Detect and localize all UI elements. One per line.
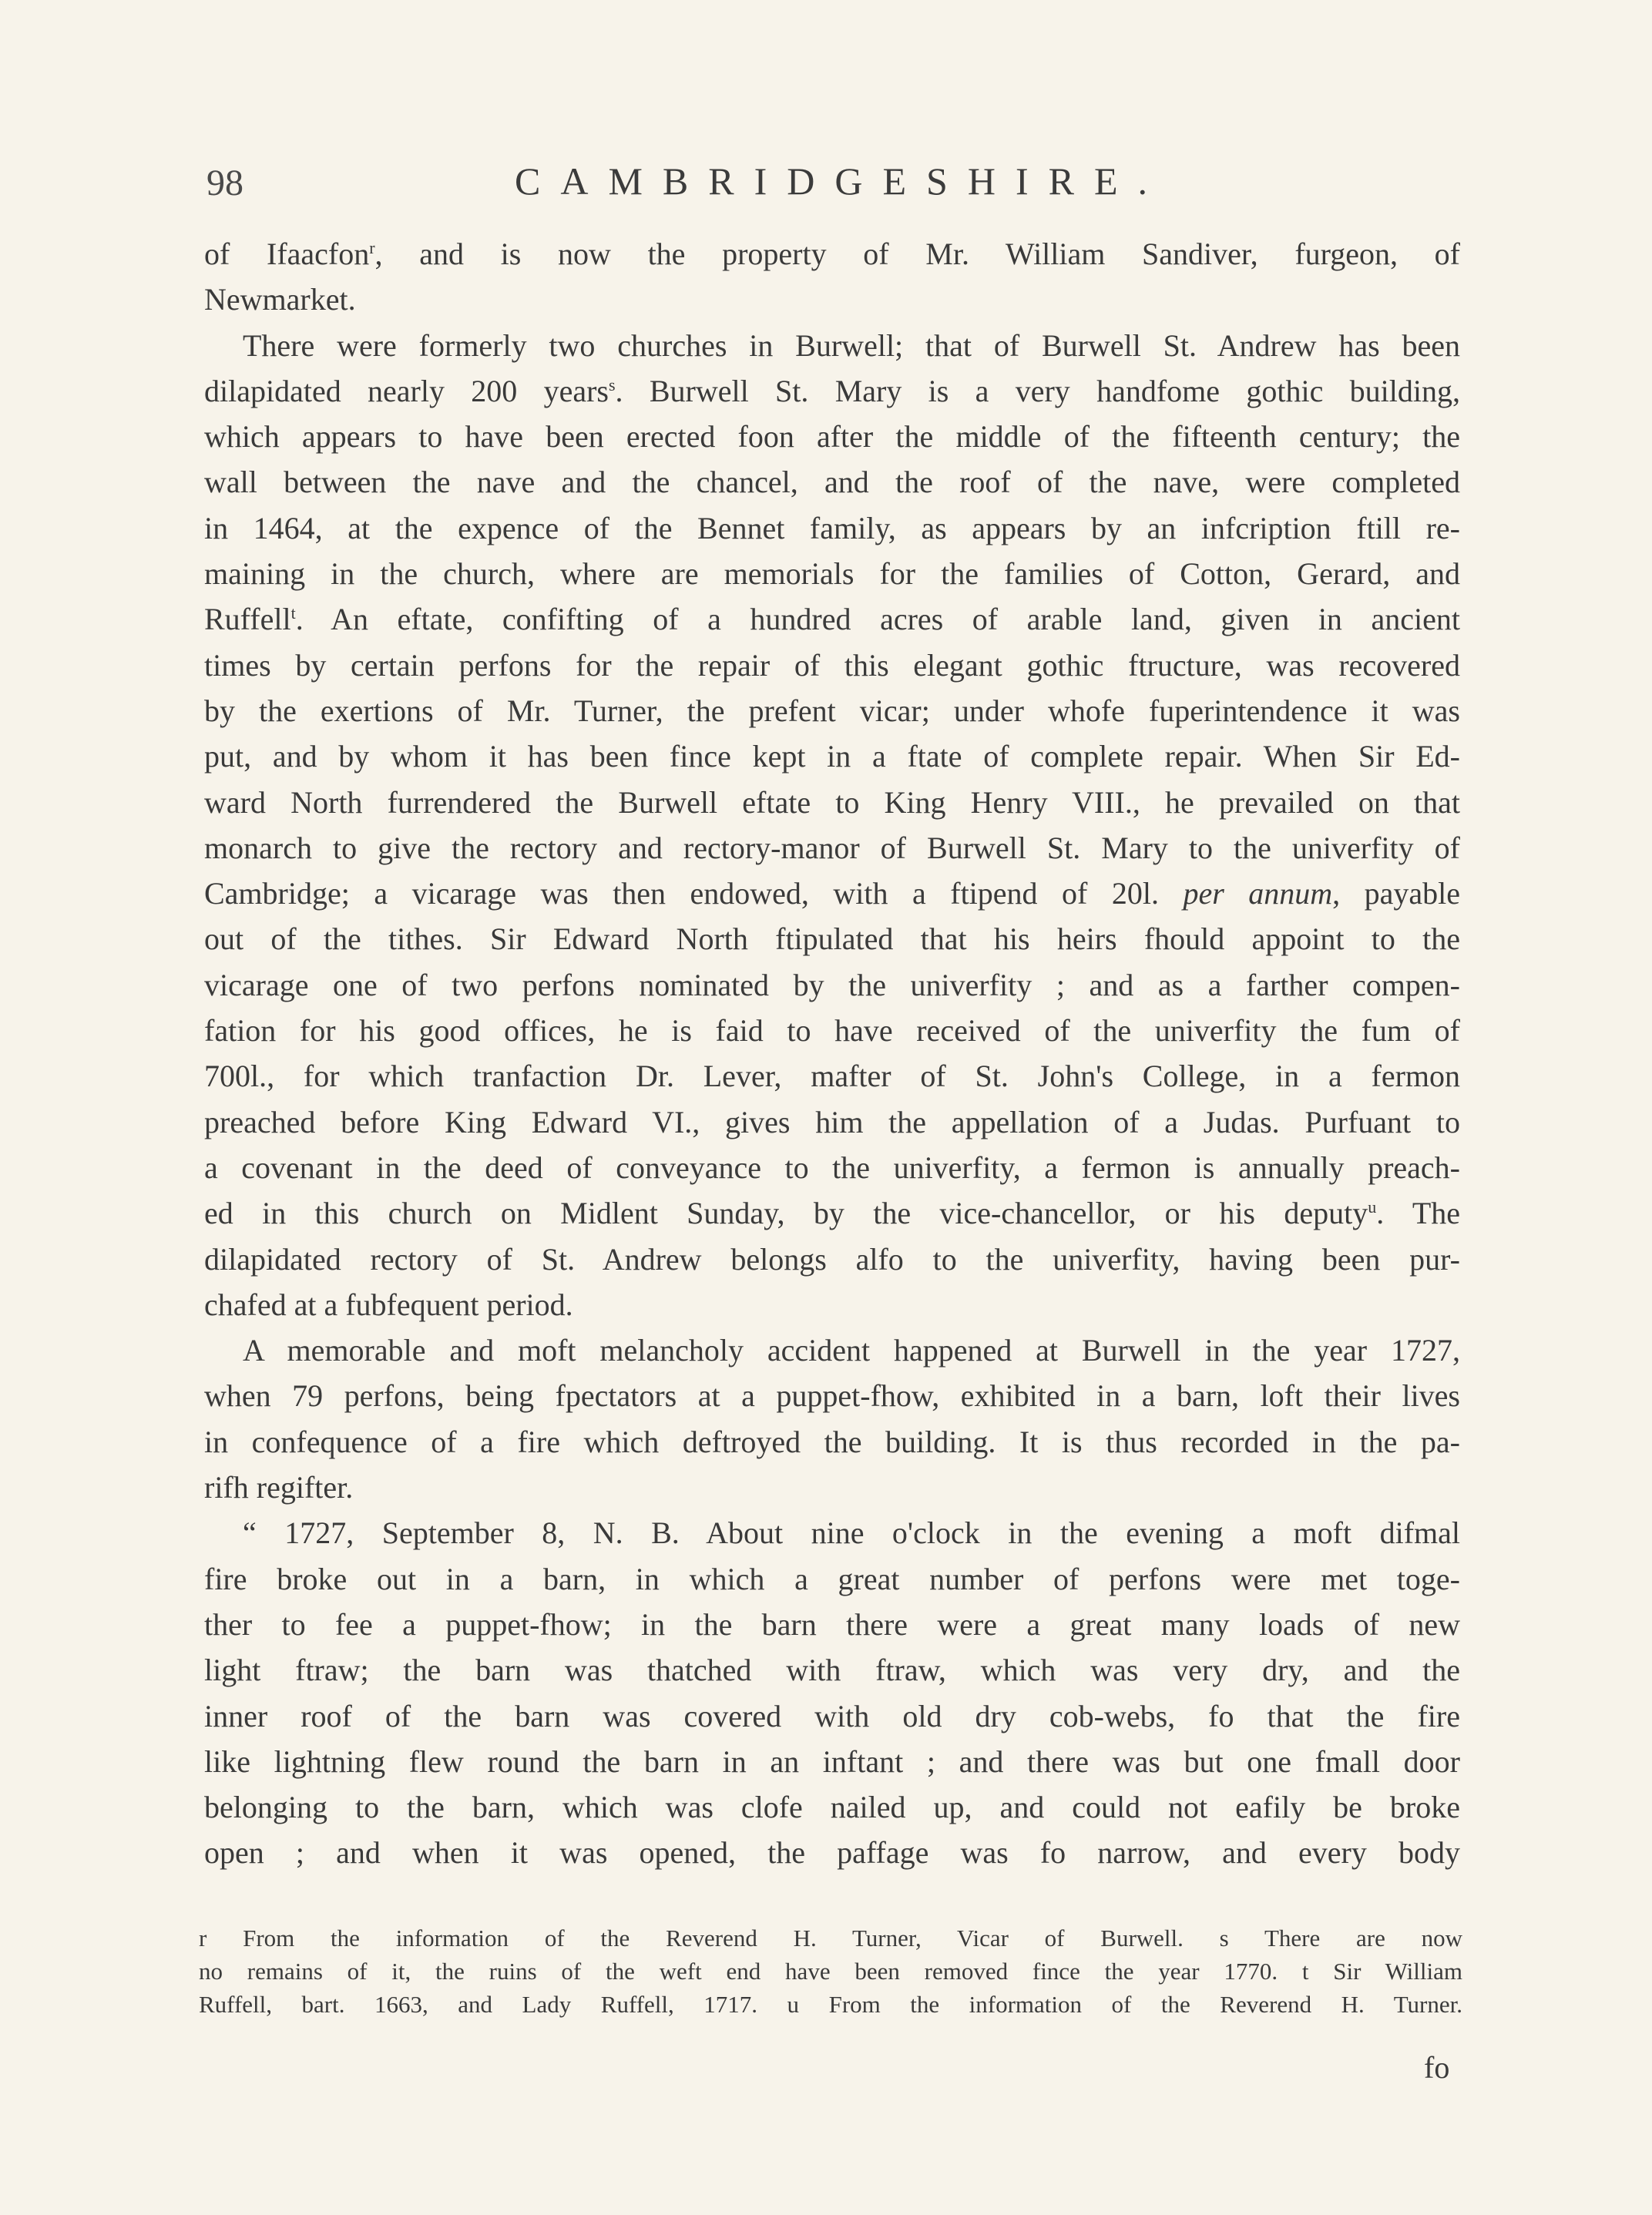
text-line: Newmarket. xyxy=(204,282,356,317)
text-line: inner roof of the barn was covered with old dry cob-webs, fo that the fire xyxy=(204,1698,1460,1733)
text-line: like lightning flew round the barn in an inftant ; and there was but one fmall door xyxy=(204,1743,1460,1779)
footnotes xyxy=(199,1921,1462,2021)
page-header xyxy=(206,154,1455,223)
page-number: 98 xyxy=(206,163,243,203)
body-text xyxy=(204,231,1460,1876)
text-line: maining in the church, where are memorials for the families of Cotton, Gerard, and xyxy=(204,556,1460,592)
text-line: open ; and when it was opened, the paffage was fo narrow, and every body xyxy=(204,1835,1460,1871)
text-line: “ 1727, September 8, N. B. About nine o'clock in the evening a moft difmal xyxy=(243,1515,1460,1551)
text-line: chafed at a fubfequent period. xyxy=(204,1287,573,1322)
text-line: in 1464, at the expence of the Bennet family, as appears by an infcription ftill re- xyxy=(204,510,1460,545)
text-line: 700l., for which tranfaction Dr. Lever, mafter of St. John's College, in a fermon xyxy=(204,1059,1460,1094)
text-line: rifh regifter. xyxy=(204,1470,354,1505)
text-line: in confequence of a fire which deftroyed the building. It is thus recorded in the pa- xyxy=(204,1424,1460,1459)
catchword: fo xyxy=(1424,2050,1450,2085)
footnote-marker: t xyxy=(290,603,296,623)
footnote-marker: s xyxy=(608,374,616,394)
footnote-line: r From the information of the Reverend H. Turner, Vicar of Burwell. s There are now xyxy=(199,1925,1462,1952)
text-line: when 79 perfons, being fpectators at a puppet-fhow, exhibited in a barn, loft their lives xyxy=(204,1378,1460,1414)
text-line: Cambridge; a vicarage was then endowed, with a ftipend of 20l. per annum, payable xyxy=(204,876,1460,911)
footnote-marker: u xyxy=(1368,1197,1377,1217)
text-line: belonging to the barn, which was clofe nailed up, and could not eafily be broke xyxy=(204,1790,1460,1825)
text-line: times by certain perfons for the repair of this elegant gothic ftructure, was recovered xyxy=(204,647,1460,683)
text-line: ed in this church on Midlent Sunday, by the vice-chancellor, or his deputy$^u$. The xyxy=(204,1196,1461,1231)
footnote-line: no remains of it, the ruins of the weft end have been removed fince the year 1770. t Sir William xyxy=(199,1958,1462,1985)
text-line: wall between the nave and the chancel, and the roof of the nave, were completed xyxy=(204,465,1460,500)
text-line: preached before King Edward VI., gives him the appellation of a Judas. Purfuant to xyxy=(204,1104,1460,1139)
footnote-line: Ruffell, bart. 1663, and Lady Ruffell, 1717. u From the information of the Reverend H. Turner. xyxy=(199,1991,1462,2018)
text-line: dilapidated nearly 200 years$^s$. Burwell St. Mary is a very handfome gothic building, xyxy=(204,373,1460,408)
text-line: There were formerly two churches in Burwell; that of Burwell St. Andrew has been xyxy=(243,327,1460,363)
text-line: light ftraw; the barn was thatched with ftraw, which was very dry, and the xyxy=(204,1653,1460,1688)
text-line: which appears to have been erected foon after the middle of the fifteenth century; the xyxy=(204,419,1460,455)
text-line: a covenant in the deed of conveyance to the univerfity, a fermon is annually preach- xyxy=(204,1149,1460,1185)
text-line: fation for his good offices, he is faid to have received of the univerfity the fum of xyxy=(204,1013,1460,1049)
text-line: A memorable and moft melancholy accident happened at Burwell in the year 1727, xyxy=(243,1333,1460,1368)
text-line: dilapidated rectory of St. Andrew belongs alfo to the univerfity, having been pur- xyxy=(204,1241,1460,1277)
text-line: by the exertions of Mr. Turner, the prefent vicar; under whofe fuperintendence it was xyxy=(204,693,1460,728)
text-line: monarch to give the rectory and rectory-manor of Burwell St. Mary to the univerfity of xyxy=(204,830,1460,865)
footnote-marker: r xyxy=(369,238,375,257)
text-line: ward North furrendered the Burwell eftate to King Henry VIII., he prevailed on that xyxy=(204,784,1460,820)
text-line: put, and by whom it has been fince kept in a ftate of complete repair. When Sir Ed- xyxy=(204,739,1460,774)
text-line: of Ifaacfon$^r$, and is now the property of Mr. William Sandiver, furgeon, of xyxy=(204,237,1460,271)
italic-phrase: per annum xyxy=(1183,876,1333,911)
text-line: out of the tithes. Sir Edward North ftipulated that his heirs fhould appoint to the xyxy=(204,921,1460,957)
running-title: CAMBRIDGESHIRE. xyxy=(515,159,1167,203)
text-line: Ruffell$^t$. An eftate, confifting of a hundred acres of arable land, given in ancient xyxy=(204,602,1460,637)
text-line: ther to fee a puppet-fhow; in the barn there were a great many loads of new xyxy=(204,1606,1460,1642)
text-line: fire broke out in a barn, in which a great number of perfons were met toge- xyxy=(204,1561,1460,1596)
text-line: vicarage one of two perfons nominated by the univerfity ; and as a farther compen- xyxy=(204,967,1460,1002)
